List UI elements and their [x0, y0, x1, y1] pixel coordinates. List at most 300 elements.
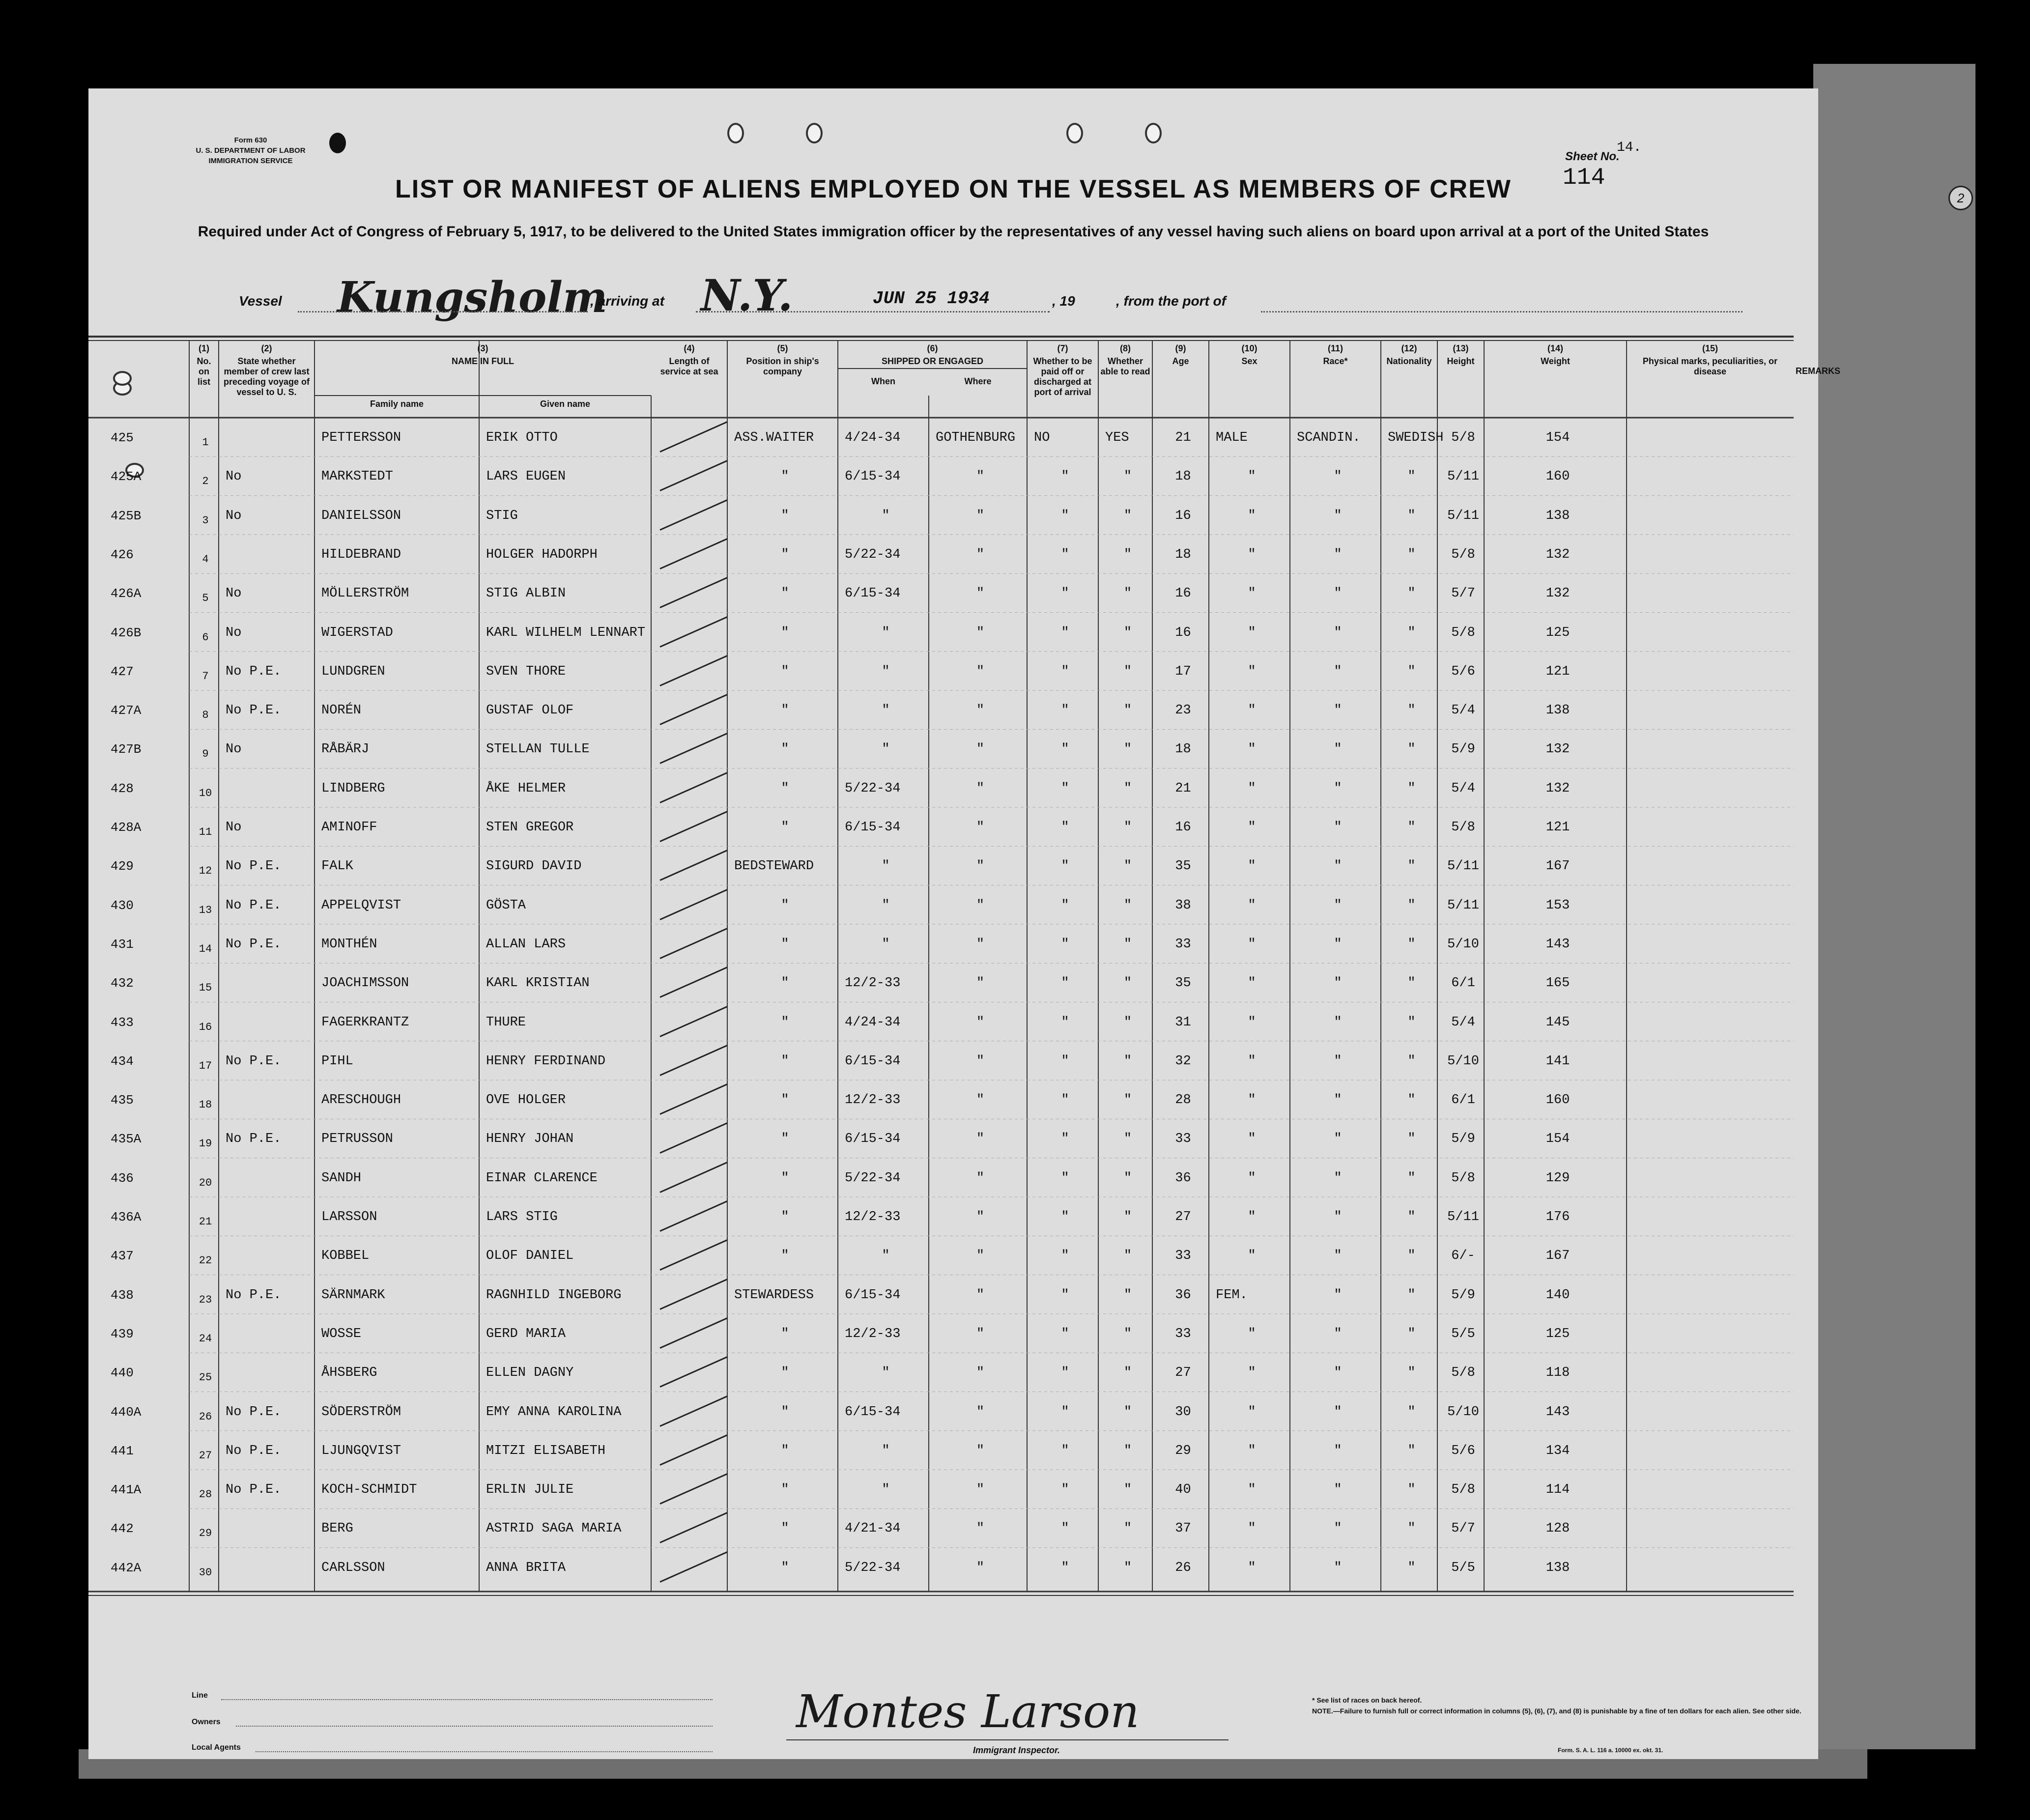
- column-number: (2): [261, 343, 272, 353]
- paid-off: ": [1061, 1482, 1069, 1498]
- previous-voyage: No: [226, 625, 242, 640]
- line-field: [221, 1699, 713, 1700]
- previous-voyage: No P.E.: [226, 1404, 282, 1420]
- shipped-when: ": [882, 742, 890, 757]
- sex: ": [1248, 586, 1256, 601]
- list-reference-number: 428: [111, 781, 134, 796]
- paid-off: ": [1061, 859, 1069, 874]
- age: 17: [1175, 664, 1191, 679]
- paid-off: ": [1061, 1443, 1069, 1458]
- given-name: OVE HOLGER: [486, 1093, 566, 1108]
- age: 40: [1175, 1482, 1191, 1498]
- position: ": [781, 1326, 789, 1341]
- sex: ": [1248, 625, 1256, 640]
- given-name: GERD MARIA: [486, 1326, 566, 1341]
- shipped-where: ": [976, 937, 985, 952]
- list-number: 1: [202, 436, 209, 449]
- sex: ": [1248, 469, 1256, 484]
- weight: 125: [1545, 625, 1570, 640]
- shipped-when: 12/2-33: [845, 1210, 901, 1224]
- family-name: NORÉN: [321, 703, 362, 718]
- able-to-read: ": [1123, 742, 1132, 757]
- given-name: GUSTAF OLOF: [486, 703, 574, 718]
- list-reference-number: 430: [111, 898, 134, 913]
- race: ": [1334, 1482, 1342, 1498]
- weight: 134: [1545, 1443, 1570, 1458]
- column-number: (7): [1057, 343, 1068, 353]
- column-header: Whether to be paid off or discharged at port of arrival: [1033, 356, 1092, 397]
- sex: ": [1248, 742, 1256, 757]
- weight: 121: [1545, 820, 1570, 835]
- age: 30: [1175, 1404, 1191, 1420]
- able-to-read: ": [1123, 1132, 1132, 1147]
- given-name: STIG ALBIN: [486, 586, 566, 601]
- sex: ": [1248, 781, 1256, 796]
- paid-off: ": [1061, 742, 1069, 757]
- shipped-where: ": [976, 664, 985, 679]
- list-number: 20: [199, 1176, 212, 1189]
- weight: 128: [1545, 1521, 1570, 1536]
- age: 32: [1175, 1053, 1191, 1069]
- punch-hole-icon: [113, 371, 132, 386]
- manifest-sheet: [88, 88, 1965, 1759]
- nationality: ": [1407, 625, 1416, 640]
- weight: 138: [1545, 1560, 1570, 1575]
- nationality: ": [1407, 859, 1416, 874]
- paid-off: ": [1061, 1326, 1069, 1341]
- family-name: MÖLLERSTRÖM: [321, 586, 409, 601]
- nationality: ": [1407, 1053, 1416, 1069]
- list-number: 26: [199, 1410, 212, 1423]
- weight: 129: [1545, 1170, 1570, 1186]
- shipped-when: 4/24-34: [845, 1015, 901, 1030]
- race: ": [1334, 664, 1342, 679]
- shipped-when: 6/15-34: [845, 1404, 901, 1420]
- height: 5/6: [1451, 1443, 1475, 1458]
- race: ": [1334, 586, 1342, 601]
- given-name: STEN GREGOR: [486, 820, 574, 835]
- race: ": [1334, 1015, 1342, 1030]
- given-name: STELLAN TULLE: [486, 742, 590, 757]
- position: ": [781, 1170, 789, 1186]
- column-header: [90, 356, 187, 415]
- nationality: ": [1407, 664, 1416, 679]
- shipped-when: 4/24-34: [845, 430, 901, 445]
- list-reference-number: 436: [111, 1170, 134, 1186]
- given-name: ASTRID SAGA MARIA: [486, 1521, 622, 1536]
- sex: FEM.: [1216, 1287, 1248, 1303]
- age: 35: [1175, 859, 1191, 874]
- paid-off: NO: [1034, 430, 1050, 445]
- list-number: 18: [199, 1099, 212, 1111]
- inspector-label: Immigrant Inspector.: [973, 1745, 1060, 1755]
- nationality: ": [1407, 1365, 1416, 1381]
- given-name: OLOF DANIEL: [486, 1249, 574, 1264]
- height: 5/9: [1451, 742, 1475, 757]
- list-reference-number: 427A: [111, 703, 142, 718]
- height: 5/8: [1451, 1365, 1475, 1381]
- race: ": [1334, 1443, 1342, 1458]
- previous-voyage: No: [226, 820, 242, 835]
- family-name: ARESCHOUGH: [321, 1093, 401, 1108]
- where-subheader: Where: [964, 376, 992, 386]
- list-number: 13: [199, 904, 212, 916]
- weight: 114: [1545, 1482, 1570, 1498]
- nationality: ": [1407, 586, 1416, 601]
- shipped-when: ": [882, 508, 890, 523]
- age: 29: [1175, 1443, 1191, 1458]
- shipped-when: ": [882, 937, 890, 952]
- family-name: LINDBERG: [321, 781, 385, 796]
- sex: ": [1248, 664, 1256, 679]
- inspector-signature: Montes Larson: [796, 1685, 1140, 1738]
- list-number: 8: [202, 709, 209, 722]
- form-code: Form. S. A. L. 116 a. 10000 ex. okt. 31.: [1558, 1747, 1663, 1754]
- able-to-read: ": [1123, 703, 1132, 718]
- position: ": [781, 469, 789, 484]
- weight: 141: [1545, 1053, 1570, 1069]
- previous-voyage: No: [226, 586, 242, 601]
- given-name-subheader: Given name: [540, 399, 591, 409]
- shipped-where: ": [976, 586, 985, 601]
- sex: ": [1248, 1404, 1256, 1420]
- age: 18: [1175, 742, 1191, 757]
- height: 5/5: [1451, 1560, 1475, 1575]
- column-header: Age: [1172, 356, 1189, 366]
- paid-off: ": [1061, 1560, 1069, 1575]
- shipped-where: ": [976, 1210, 985, 1224]
- weight: 138: [1545, 508, 1570, 523]
- given-name: ALLAN LARS: [486, 937, 566, 952]
- list-reference-number: 427B: [111, 742, 142, 757]
- list-number: 6: [202, 631, 209, 644]
- family-name: LUNDGREN: [321, 664, 385, 679]
- height: 5/7: [1451, 1521, 1475, 1536]
- list-number: 29: [199, 1527, 212, 1540]
- shipped-when: 12/2-33: [845, 976, 901, 991]
- sex: ": [1248, 1443, 1256, 1458]
- shipped-where: ": [976, 1404, 985, 1420]
- able-to-read: ": [1123, 1404, 1132, 1420]
- nationality: ": [1407, 1015, 1416, 1030]
- paid-off: ": [1061, 1132, 1069, 1147]
- given-name: KARL WILHELM LENNART: [486, 625, 646, 640]
- given-name: ÅKE HELMER: [486, 781, 566, 796]
- shipped-when: 5/22-34: [845, 1170, 901, 1186]
- service-name: IMMIGRATION SERVICE: [208, 157, 293, 165]
- age: 18: [1175, 547, 1191, 562]
- height: 5/9: [1451, 1132, 1475, 1147]
- weight: 167: [1545, 859, 1570, 874]
- height: 5/4: [1451, 1015, 1475, 1030]
- position: ": [781, 1443, 789, 1458]
- signature-line: [786, 1739, 1229, 1740]
- family-name: RÅBÄRJ: [321, 742, 370, 757]
- position: ": [781, 1365, 789, 1381]
- list-number: 30: [199, 1566, 212, 1579]
- list-reference-number: 426B: [111, 625, 142, 640]
- age: 33: [1175, 1249, 1191, 1264]
- shipped-when: 4/21-34: [845, 1521, 901, 1536]
- able-to-read: ": [1123, 1053, 1132, 1069]
- previous-voyage: [226, 1315, 313, 1353]
- column-header: No. on list: [197, 356, 211, 387]
- paid-off: ": [1061, 547, 1069, 562]
- from-port-label: , from the port of: [1116, 293, 1226, 309]
- list-reference-number: 435: [111, 1093, 134, 1108]
- nationality: ": [1407, 1443, 1416, 1458]
- nationality: ": [1407, 469, 1416, 484]
- page-shadow-right: [1813, 64, 1975, 1749]
- paid-off: ": [1061, 1210, 1069, 1224]
- list-number: 3: [202, 514, 209, 527]
- height: 5/8: [1451, 820, 1475, 835]
- nationality: ": [1407, 508, 1416, 523]
- list-number: 5: [202, 592, 209, 605]
- position: ": [781, 1210, 789, 1224]
- previous-voyage: [226, 1198, 313, 1236]
- nationality: ": [1407, 1170, 1416, 1186]
- nationality: ": [1407, 1093, 1416, 1108]
- sex: ": [1248, 703, 1256, 718]
- weight: 138: [1545, 703, 1570, 718]
- weight: 140: [1545, 1287, 1570, 1303]
- race: ": [1334, 1170, 1342, 1186]
- paid-off: ": [1061, 1521, 1069, 1536]
- paid-off: ": [1061, 469, 1069, 484]
- family-name: CARLSSON: [321, 1560, 385, 1575]
- able-to-read: ": [1123, 1560, 1132, 1575]
- given-name: ANNA BRITA: [486, 1560, 566, 1575]
- age: 27: [1175, 1210, 1191, 1224]
- family-name: MARKSTEDT: [321, 469, 393, 484]
- position: ": [781, 1404, 789, 1420]
- shipped-where: ": [976, 469, 985, 484]
- penalty-note: NOTE.—Failure to furnish full or correct information in columns (5), (6), (7), and (8) is punishable by a fine of ten dollars for each alien. See other side.: [1312, 1707, 1801, 1715]
- form-title: LIST OR MANIFEST OF ALIENS EMPLOYED ON THE VESSEL AS MEMBERS OF CREW: [395, 175, 1512, 203]
- position: ": [781, 547, 789, 562]
- height: 5/5: [1451, 1326, 1475, 1341]
- shipped-where: ": [976, 1521, 985, 1536]
- able-to-read: ": [1123, 469, 1132, 484]
- family-name: HILDEBRAND: [321, 547, 401, 562]
- given-name: LARS STIG: [486, 1210, 558, 1224]
- column-header: State whether member of crew last preceding voyage of vessel to U. S.: [223, 356, 310, 397]
- race: ": [1334, 1404, 1342, 1420]
- family-name: PETRUSSON: [321, 1132, 393, 1147]
- race: ": [1334, 1132, 1342, 1147]
- height: 5/11: [1447, 469, 1479, 484]
- able-to-read: ": [1123, 898, 1132, 913]
- paid-off: ": [1061, 1287, 1069, 1303]
- able-to-read: ": [1123, 1326, 1132, 1341]
- nationality: ": [1407, 1521, 1416, 1536]
- list-number: 16: [199, 1021, 212, 1033]
- list-number: 25: [199, 1371, 212, 1384]
- given-name: SVEN THORE: [486, 664, 566, 679]
- shipped-when: 6/15-34: [845, 1287, 901, 1303]
- given-name: STIG: [486, 508, 518, 523]
- shipped-when: 5/22-34: [845, 547, 901, 562]
- shipped-when: 6/15-34: [845, 1053, 901, 1069]
- position: ": [781, 781, 789, 796]
- family-name-subheader: Family name: [370, 399, 424, 409]
- nationality: ": [1407, 1249, 1416, 1264]
- shipped-where: ": [976, 1287, 985, 1303]
- nationality: ": [1407, 1210, 1416, 1224]
- given-name: THURE: [486, 1015, 526, 1030]
- able-to-read: ": [1123, 625, 1132, 640]
- family-name: PIHL: [321, 1053, 353, 1069]
- list-reference-number: 439: [111, 1326, 134, 1341]
- race: ": [1334, 1249, 1342, 1264]
- able-to-read: ": [1123, 1521, 1132, 1536]
- list-reference-number: 441: [111, 1443, 134, 1458]
- paid-off: ": [1061, 1053, 1069, 1069]
- paid-off: ": [1061, 1015, 1069, 1030]
- previous-voyage: No P.E.: [226, 664, 282, 679]
- previous-voyage: [226, 1549, 313, 1587]
- age: 31: [1175, 1015, 1191, 1030]
- nationality: ": [1407, 1326, 1416, 1341]
- shipped-when: 6/15-34: [845, 586, 901, 601]
- shipped-when: ": [882, 1365, 890, 1381]
- paid-off: ": [1061, 625, 1069, 640]
- able-to-read: ": [1123, 820, 1132, 835]
- position: STEWARDESS: [734, 1287, 814, 1303]
- shipped-where: ": [976, 1443, 985, 1458]
- list-reference-number: 442A: [111, 1560, 142, 1575]
- family-name: FAGERKRANTZ: [321, 1015, 409, 1030]
- column-number: (10): [1241, 343, 1258, 353]
- height: 5/10: [1447, 1404, 1479, 1420]
- weight: 167: [1545, 1249, 1570, 1264]
- family-name: LARSSON: [321, 1210, 377, 1224]
- previous-voyage: No: [226, 742, 242, 757]
- shipped-when: 5/22-34: [845, 781, 901, 796]
- age: 38: [1175, 898, 1191, 913]
- column-number: (6): [927, 343, 938, 353]
- able-to-read: ": [1123, 976, 1132, 991]
- paid-off: ": [1061, 1365, 1069, 1381]
- previous-voyage: [226, 1081, 313, 1119]
- shipped-where: ": [976, 820, 985, 835]
- sex: ": [1248, 1249, 1256, 1264]
- nationality: ": [1407, 703, 1416, 718]
- column-header: Nationality: [1386, 356, 1432, 366]
- age: 16: [1175, 820, 1191, 835]
- list-reference-number: 425B: [111, 508, 142, 523]
- owners-field: [236, 1726, 713, 1727]
- shipped-when: ": [882, 859, 890, 874]
- year-label: , 19: [1052, 293, 1075, 309]
- list-reference-number: 434: [111, 1053, 134, 1069]
- height: 5/11: [1447, 508, 1479, 523]
- list-number: 10: [199, 787, 212, 799]
- able-to-read: ": [1123, 1170, 1132, 1186]
- position: ": [781, 898, 789, 913]
- sheet-label: Sheet No.: [1565, 150, 1620, 163]
- position: ": [781, 937, 789, 952]
- column-number: (13): [1453, 343, 1469, 353]
- shipped-when: 6/15-34: [845, 1132, 901, 1147]
- able-to-read: ": [1123, 586, 1132, 601]
- column-number: (3): [477, 343, 488, 353]
- column-header: NAME IN FULL: [452, 356, 514, 366]
- shipped-when: ": [882, 1443, 890, 1458]
- column-header: Sex: [1241, 356, 1258, 366]
- able-to-read: ": [1123, 1249, 1132, 1264]
- list-number: 15: [199, 982, 212, 995]
- shipped-where: GOTHENBURG: [936, 430, 1016, 445]
- age: 36: [1175, 1170, 1191, 1186]
- owners-label: Owners: [192, 1718, 221, 1726]
- sex: ": [1248, 547, 1256, 562]
- weight: 154: [1545, 1132, 1570, 1147]
- age: 21: [1175, 430, 1191, 445]
- previous-voyage: No P.E.: [226, 1482, 282, 1498]
- paid-off: ": [1061, 664, 1069, 679]
- previous-voyage: [226, 1354, 313, 1392]
- shipped-where: ": [976, 1132, 985, 1147]
- paid-off: ": [1061, 781, 1069, 796]
- sheet-number: 114: [1563, 165, 1605, 191]
- race: ": [1334, 742, 1342, 757]
- family-name: KOCH-SCHMIDT: [321, 1482, 417, 1498]
- previous-voyage: [226, 964, 313, 1002]
- list-number: 17: [199, 1059, 212, 1072]
- family-name: JOACHIMSSON: [321, 976, 409, 991]
- list-number: 27: [199, 1449, 212, 1462]
- race: ": [1334, 820, 1342, 835]
- weight: 154: [1545, 430, 1570, 445]
- previous-voyage: No P.E.: [226, 703, 282, 718]
- shipped-when: ": [882, 1249, 890, 1264]
- sex: ": [1248, 820, 1256, 835]
- list-number: 14: [199, 942, 212, 955]
- height: 5/7: [1451, 586, 1475, 601]
- family-name: DANIELSSON: [321, 508, 401, 523]
- list-reference-number: 441A: [111, 1482, 142, 1498]
- paid-off: ": [1061, 586, 1069, 601]
- shipped-where: ": [976, 1249, 985, 1264]
- shipped-when: ": [882, 625, 890, 640]
- race: ": [1334, 1093, 1342, 1108]
- weight: 160: [1545, 1093, 1570, 1108]
- shipped-where: ": [976, 1560, 985, 1575]
- race: ": [1334, 1053, 1342, 1069]
- nationality: ": [1407, 547, 1416, 562]
- shipped-where: ": [976, 1326, 985, 1341]
- shipped-when: 12/2-33: [845, 1326, 901, 1341]
- age: 36: [1175, 1287, 1191, 1303]
- race: ": [1334, 1521, 1342, 1536]
- shipped-where: ": [976, 1365, 985, 1381]
- family-name: KOBBEL: [321, 1249, 370, 1264]
- list-reference-number: 426A: [111, 586, 142, 601]
- local-agents-field: [256, 1751, 713, 1752]
- height: 5/8: [1451, 430, 1475, 445]
- height: 5/4: [1451, 703, 1475, 718]
- position: ": [781, 586, 789, 601]
- list-reference-number: 425A: [111, 469, 142, 484]
- previous-voyage: [226, 1003, 313, 1042]
- race: ": [1334, 898, 1342, 913]
- family-name: BERG: [321, 1521, 353, 1536]
- race: ": [1334, 1287, 1342, 1303]
- previous-voyage: No P.E.: [226, 1287, 282, 1303]
- height: 5/9: [1451, 1287, 1475, 1303]
